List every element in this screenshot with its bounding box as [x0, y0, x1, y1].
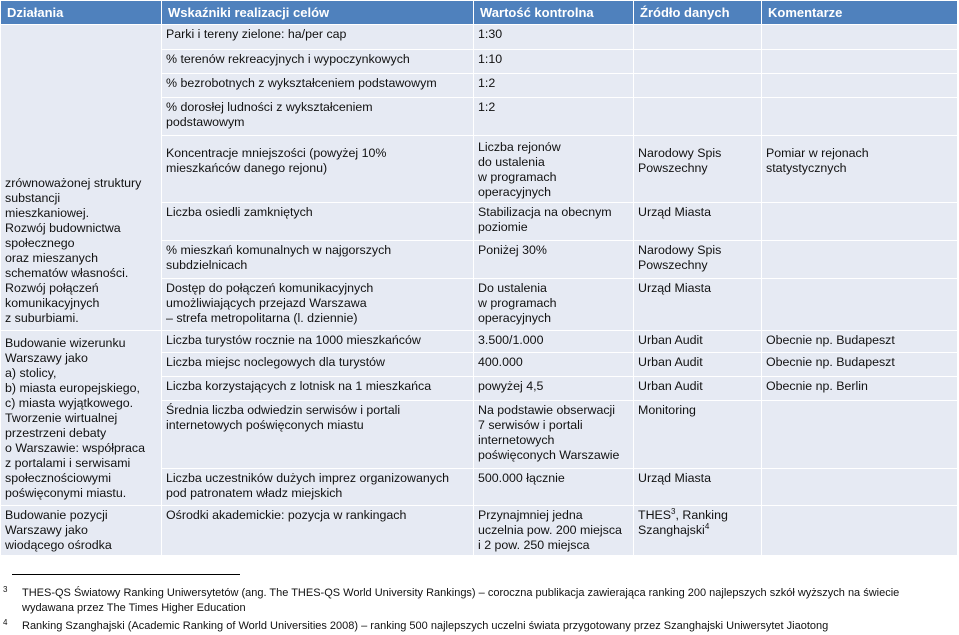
- action-text: z suburbiami.: [5, 311, 79, 325]
- header-komentarze: Komentarze: [762, 1, 958, 25]
- table-row: [1, 25, 958, 50]
- source-cell: Urban Audit: [634, 353, 762, 377]
- indicator-text: Dostęp do połączeń komunikacyjnych: [166, 281, 374, 295]
- header-row: [1, 1, 958, 25]
- value-text: w programach: [478, 296, 557, 310]
- source-cell: [634, 136, 762, 203]
- comment-cell: [762, 241, 958, 279]
- table-row: [1, 331, 958, 353]
- indicator-cell: Liczba osiedli zamkniętych: [162, 203, 474, 241]
- action-text: Warszawy jako: [5, 523, 88, 537]
- indicator-text: Koncentracje mniejszości (powyżej 10%: [166, 146, 387, 160]
- action-text: schematów własności.: [5, 266, 129, 280]
- source-cell: [634, 50, 762, 74]
- value-text: Przynajmniej jedna: [478, 508, 583, 522]
- comment-cell: [762, 469, 958, 506]
- source-cell: [634, 506, 762, 556]
- value-cell: [474, 506, 634, 556]
- action-text: substancji: [5, 191, 61, 205]
- indicator-cell: [162, 241, 474, 279]
- action-text: Tworzenie wirtualnej: [5, 410, 118, 425]
- indicator-cell: [162, 98, 474, 136]
- indicator-cell: % bezrobotnych z wykształceniem podstawowym: [162, 74, 474, 98]
- action-text: zrównoważonej struktury: [5, 176, 142, 190]
- value-cell: 400.000: [474, 353, 634, 377]
- value-text: operacyjnych: [478, 311, 552, 325]
- action-text: Rozwój połączeń: [5, 281, 99, 295]
- value-cell: [474, 203, 634, 241]
- comment-cell: [762, 98, 958, 136]
- footnote-text: [22, 586, 957, 616]
- source-text: THES: [638, 508, 672, 522]
- action-cell-1: [1, 25, 162, 331]
- action-cell-2: [1, 331, 162, 506]
- comment-cell: [762, 506, 958, 556]
- comment-cell: [762, 136, 958, 203]
- action-text: mieszkaniowej.: [5, 206, 90, 220]
- value-text: i 2 pow. 250 miejsca: [478, 538, 590, 552]
- action-cell-3: [1, 506, 162, 556]
- indicator-text: – strefa metropolitarna (l. dziennie): [166, 311, 358, 325]
- value-cell: Poniżej 30%: [474, 241, 634, 279]
- action-text: Budowanie pozycji: [5, 508, 108, 522]
- value-cell: [474, 279, 634, 331]
- action-text: a) stolicy,: [5, 365, 57, 380]
- footnote-number: 3: [3, 585, 8, 594]
- footnote-number: 4: [3, 618, 8, 627]
- source-text: Powszechny: [638, 258, 708, 272]
- source-cell: [634, 25, 762, 50]
- indicator-cell: Liczba korzystających z lotnisk na 1 mieszkańca: [162, 377, 474, 401]
- source-text: Narodowy Spis: [638, 146, 722, 160]
- value-cell: 500.000 łącznie: [474, 469, 634, 506]
- value-cell: 1:2: [474, 74, 634, 98]
- source-cell: Monitoring: [634, 401, 762, 469]
- source-text: [638, 508, 757, 523]
- comment-cell: [762, 279, 958, 331]
- value-text: 7 serwisów i portali: [478, 418, 583, 432]
- footnote-ref: 4: [704, 521, 710, 531]
- comment-cell: [762, 50, 958, 74]
- value-cell: 1:2: [474, 98, 634, 136]
- footnote-line: wydawana przez The Times Higher Education: [22, 602, 246, 614]
- indicator-cell: [162, 136, 474, 203]
- value-cell: 3.500/1.000: [474, 331, 634, 353]
- footnote-text: [22, 619, 957, 634]
- comment-cell: Obecnie np. Berlin: [762, 377, 958, 401]
- indicator-cell: [162, 469, 474, 506]
- indicator-cell: Liczba turystów rocznie na 1000 mieszkańców: [162, 331, 474, 353]
- indicator-text: subdzielnicach: [166, 258, 248, 272]
- value-text: w programach: [478, 170, 557, 184]
- source-cell: Urząd Miasta: [634, 279, 762, 331]
- indicator-text: % dorosłej ludności z wykształceniem: [166, 100, 373, 114]
- action-text: Budowanie wizerunku: [5, 335, 126, 350]
- comment-cell: Obecnie np. Budapeszt: [762, 331, 958, 353]
- comment-cell: [762, 203, 958, 241]
- indicator-text: internetowych poświęconych miastu: [166, 418, 364, 432]
- action-text: Rozwój budownictwa: [5, 221, 121, 235]
- comment-text: Pomiar w rejonach: [766, 146, 869, 160]
- header-wskazniki: Wskaźniki realizacji celów: [162, 1, 474, 25]
- action-text: Warszawy jako: [5, 350, 88, 365]
- source-cell: Urban Audit: [634, 377, 762, 401]
- source-cell: [634, 98, 762, 136]
- source-text: Narodowy Spis: [638, 243, 722, 257]
- indicator-text: pod patronatem władz miejskich: [166, 486, 343, 500]
- comment-cell: [762, 74, 958, 98]
- source-text: Powszechny: [638, 161, 708, 175]
- value-text: Na podstawie obserwacji: [478, 403, 616, 417]
- indicator-text: mieszkańców danego rejonu): [166, 161, 328, 175]
- comment-cell: [762, 25, 958, 50]
- footnote-line: Ranking Szanghajski (Academic Ranking of World Universities 2008) – ranking 500 najlepszych uczelni świata przygotowany przez Szanghajski Uniwersytet Jiaotong: [22, 620, 829, 632]
- action-text: wiodącego ośrodka: [5, 538, 112, 552]
- action-text: przestrzeni debaty: [5, 425, 107, 440]
- source-cell: Urban Audit: [634, 331, 762, 353]
- value-cell: 1:30: [474, 25, 634, 50]
- source-cell: [634, 74, 762, 98]
- action-text: oraz mieszanych: [5, 251, 98, 265]
- value-text: Liczba rejonów: [478, 140, 561, 154]
- indicator-cell: Parki i tereny zielone: ha/per cap: [162, 25, 474, 50]
- action-text: z portalami i serwisami: [5, 455, 131, 470]
- source-cell: Urząd Miasta: [634, 203, 762, 241]
- footnote-separator: [12, 574, 240, 575]
- value-cell: [474, 401, 634, 469]
- indicator-cell: % terenów rekreacyjnych i wypoczynkowych: [162, 50, 474, 74]
- value-text: operacyjnych: [478, 185, 552, 199]
- comment-cell: Obecnie np. Budapeszt: [762, 353, 958, 377]
- value-text: do ustalenia: [478, 155, 545, 169]
- header-wartosc: Wartość kontrolna: [474, 1, 634, 25]
- header-dzialania: Działania: [1, 1, 162, 25]
- indicator-text: % mieszkań komunalnych w najgorszych: [166, 243, 392, 257]
- comment-text: statystycznych: [766, 161, 847, 175]
- indicator-text: Średnia liczba odwiedzin serwisów i portali: [166, 403, 401, 417]
- comment-cell: [762, 401, 958, 469]
- action-text: b) miasta europejskiego,: [5, 380, 140, 395]
- indicator-cell: Liczba miejsc noclegowych dla turystów: [162, 353, 474, 377]
- action-text: poświęconymi miastu.: [5, 485, 127, 500]
- action-text: społecznościowymi: [5, 470, 112, 485]
- header-zrodlo: Źródło danych: [634, 1, 762, 25]
- indicator-text: podstawowym: [166, 115, 245, 129]
- action-text: komunikacyjnych: [5, 296, 100, 310]
- value-cell: [474, 136, 634, 203]
- indicator-text: Liczba uczestników dużych imprez organizowanych: [166, 471, 450, 485]
- value-text: poziomie: [478, 220, 528, 234]
- indicator-cell: [162, 401, 474, 469]
- value-cell: 1:10: [474, 50, 634, 74]
- indicator-cell: [162, 279, 474, 331]
- value-text: Stabilizacja na obecnym: [478, 205, 612, 219]
- value-text: Do ustalenia: [478, 281, 547, 295]
- action-text: społecznego: [5, 236, 75, 250]
- value-text: poświęconych Warszawie: [478, 448, 620, 462]
- footnote-line: THES-QS Światowy Ranking Uniwersytetów (ang. The THES-QS World University Rankings) – coroczna publikacja zawierająca ranking 200 najlepszych szkół wyższych na świecie: [22, 587, 900, 599]
- action-text: o Warszawie: współpraca: [5, 440, 146, 455]
- source-text: [638, 523, 757, 538]
- value-cell: powyżej 4,5: [474, 377, 634, 401]
- source-cell: Urząd Miasta: [634, 469, 762, 506]
- source-text: , Ranking: [675, 508, 728, 522]
- value-text: uczelnia pow. 200 miejsca: [478, 523, 622, 537]
- table-row: [1, 506, 958, 556]
- source-text: Szanghajski: [638, 523, 705, 537]
- action-text: c) miasta wyjątkowego.: [5, 395, 134, 410]
- indicator-text: umożliwiających przejazd Warszawa: [166, 296, 367, 310]
- value-text: internetowych: [478, 433, 555, 447]
- source-cell: [634, 241, 762, 279]
- indicator-cell: Ośrodki akademickie: pozycja w rankingach: [162, 506, 474, 556]
- footnote-ref: 3: [671, 506, 676, 516]
